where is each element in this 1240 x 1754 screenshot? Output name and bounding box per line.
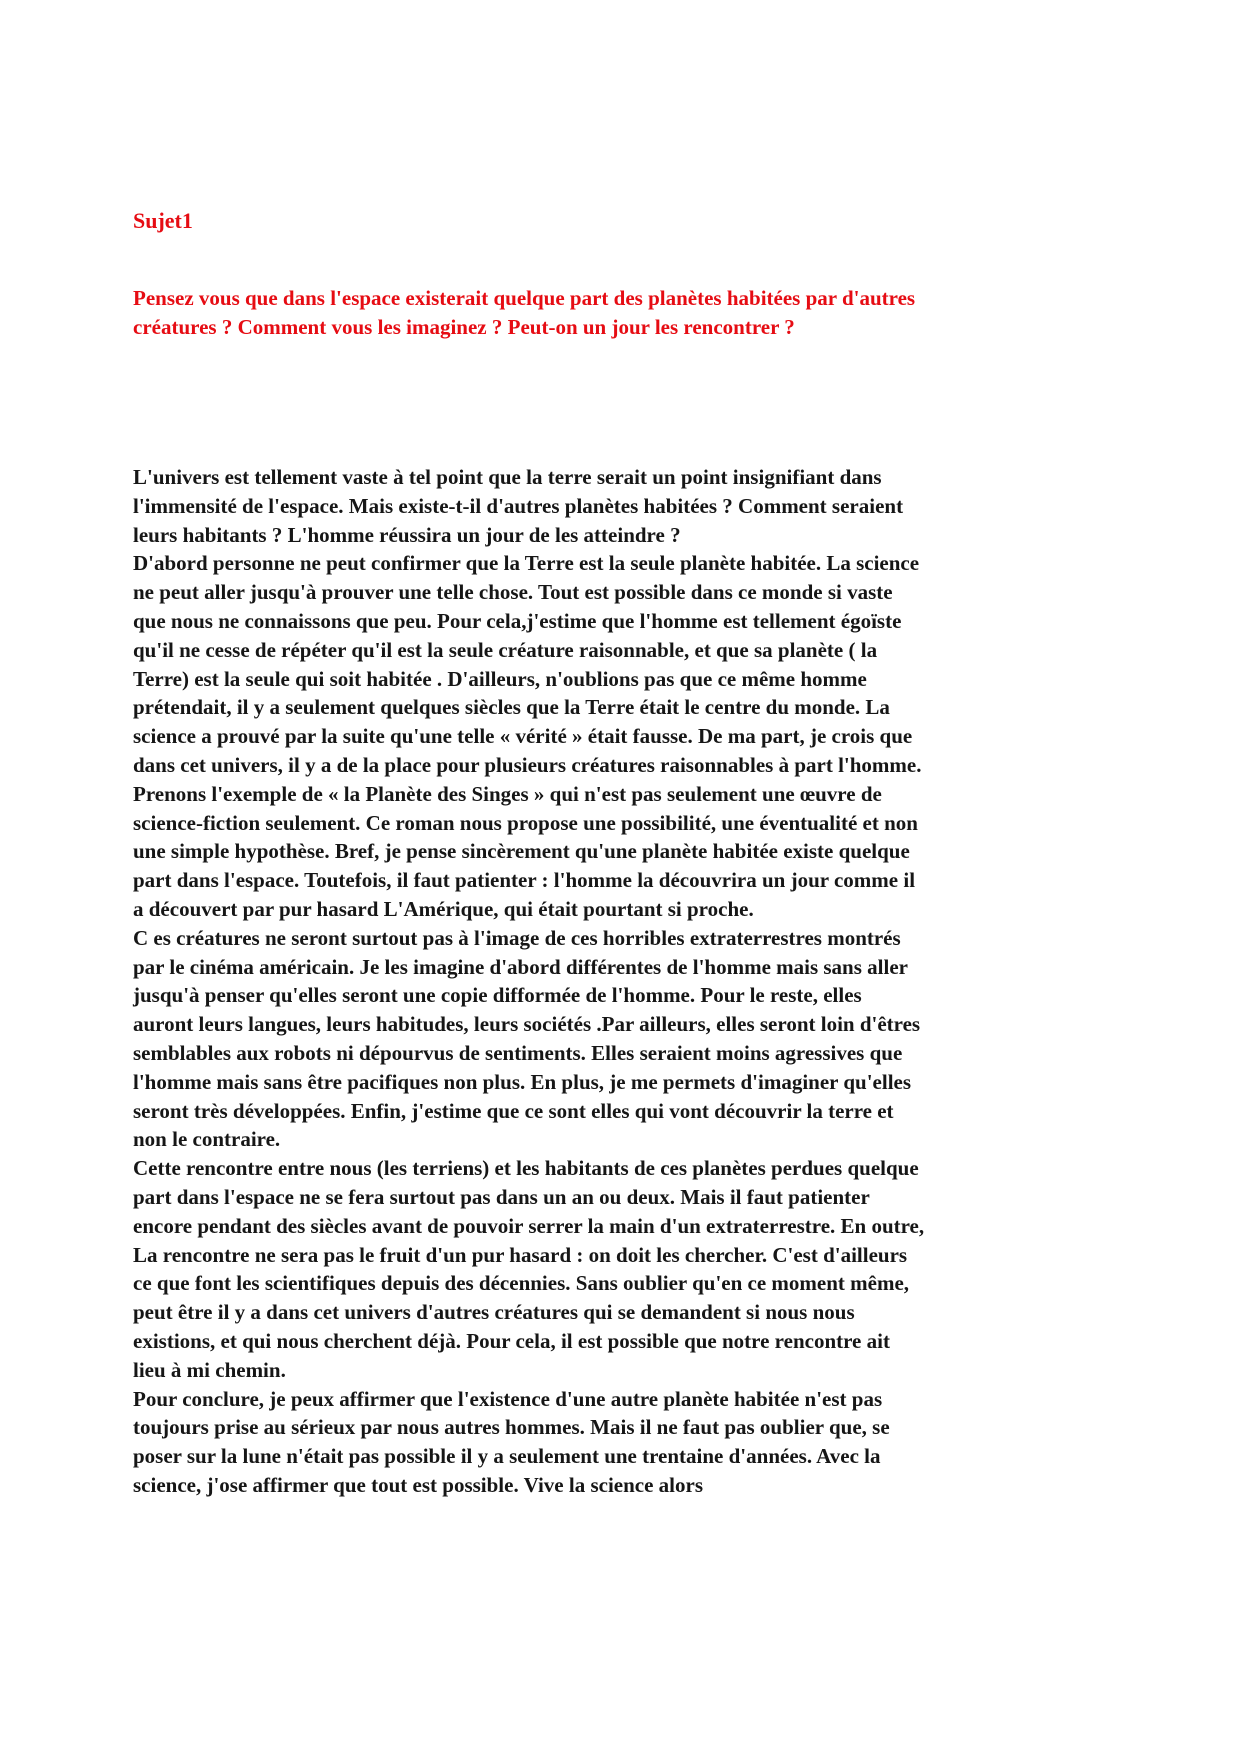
- body-line: La rencontre ne sera pas le fruit d'un pur hasard : on doit les chercher. C'est d'ailleurs: [133, 1242, 908, 1267]
- body-line: science, j'ose affirmer que tout est possible. Vive la science alors: [133, 1472, 704, 1497]
- body-line: Prenons l'exemple de « la Planète des Singes » qui n'est pas seulement une œuvre de: [133, 781, 882, 806]
- body-line: existions, et qui nous cherchent déjà. Pour cela, il est possible que notre rencontre ait: [133, 1328, 890, 1353]
- body-line: jusqu'à penser qu'elles seront une copie difformée de l'homme. Pour le reste, elles: [133, 983, 862, 1008]
- subject-heading: Sujet1: [133, 208, 193, 233]
- body-line: non le contraire.: [133, 1127, 281, 1152]
- body-line: D'abord personne ne peut confirmer que la Terre est la seule planète habitée. La science: [133, 551, 920, 576]
- body-line: ne peut aller jusqu'à prouver une telle chose. Tout est possible dans ce monde si vaste: [133, 580, 893, 605]
- question-line: Pensez vous que dans l'espace existerait quelque part des planètes habitées par d'autres: [133, 286, 916, 310]
- body-line: auront leurs langues, leurs habitudes, leurs sociétés .Par ailleurs, elles seront loin d'êtres: [133, 1012, 921, 1037]
- body-line: a découvert par pur hasard L'Amérique, qui était pourtant si proche.: [133, 896, 754, 921]
- body-line: part dans l'espace ne se fera surtout pas dans un an ou deux. Mais il faut patienter: [133, 1184, 870, 1209]
- body-line: prétendait, il y a seulement quelques siècles que la Terre était le centre du monde. La: [133, 695, 890, 720]
- body-line: que nous ne connaissons que peu. Pour cela,j'estime que l'homme est tellement égoïste: [133, 608, 902, 633]
- body-line: l'homme mais sans être pacifiques non plus. En plus, je me permets d'imaginer qu'elles: [133, 1069, 912, 1094]
- body-line: science a prouvé par la suite qu'une telle « vérité » était fausse. De ma part, je crois que: [133, 724, 913, 749]
- body-line: une simple hypothèse. Bref, je pense sincèrement qu'une planète habitée existe quelque: [133, 839, 910, 864]
- body-line: peut être il y a dans cet univers d'autres créatures qui se demandent si nous nous: [133, 1300, 855, 1325]
- body-line: encore pendant des siècles avant de pouvoir serrer la main d'un extraterrestre. En outre,: [133, 1213, 925, 1238]
- body-line: leurs habitants ? L'homme réussira un jour de les atteindre ?: [133, 522, 681, 547]
- essay-question: [133, 284, 915, 341]
- body-line: Terre) est la seule qui soit habitée . D'ailleurs, n'oublions pas que ce même homme: [133, 666, 867, 691]
- body-line: lieu à mi chemin.: [133, 1357, 286, 1382]
- body-line: poser sur la lune n'était pas possible il y a seulement une trentaine d'années. Avec la: [133, 1444, 881, 1469]
- body-line: qu'il ne cesse de répéter qu'il est la seule créature raisonnable, et que sa planète ( la: [133, 637, 878, 662]
- body-line: Pour conclure, je peux affirmer que l'existence d'une autre planète habitée n'est pas: [133, 1386, 883, 1411]
- body-line: l'immensité de l'espace. Mais existe-t-il d'autres planètes habitées ? Comment seraient: [133, 493, 904, 518]
- body-line: seront très développées. Enfin, j'estime que ce sont elles qui vont découvrir la terre et: [133, 1098, 894, 1123]
- body-line: part dans l'espace. Toutefois, il faut patienter : l'homme la découvrira un jour comme il: [133, 868, 916, 893]
- question-line: créatures ? Comment vous les imaginez ? Peut-on un jour les rencontrer ?: [133, 314, 795, 339]
- essay-body-text: [133, 463, 924, 1500]
- body-line: science-fiction seulement. Ce roman nous propose une possibilité, une éventualité et non: [133, 810, 918, 835]
- body-line: toujours prise au sérieux par nous autres hommes. Mais il ne faut pas oublier que, se: [133, 1415, 890, 1440]
- body-line: par le cinéma américain. Je les imagine d'abord différentes de l'homme mais sans aller: [133, 954, 908, 979]
- body-line: dans cet univers, il y a de la place pour plusieurs créatures raisonnables à part l'homme.: [133, 752, 922, 777]
- body-line: L'univers est tellement vaste à tel point que la terre serait un point insignifiant dans: [133, 465, 882, 489]
- body-line: Cette rencontre entre nous (les terriens) et les habitants de ces planètes perdues quelque: [133, 1156, 919, 1181]
- body-line: C es créatures ne seront surtout pas à l'image de ces horribles extraterrestres montrés: [133, 925, 901, 950]
- body-line: semblables aux robots ni dépourvus de sentiments. Elles seraient moins agressives que: [133, 1040, 903, 1065]
- body-line: ce que font les scientifiques depuis des décennies. Sans oublier qu'en ce moment même,: [133, 1271, 910, 1296]
